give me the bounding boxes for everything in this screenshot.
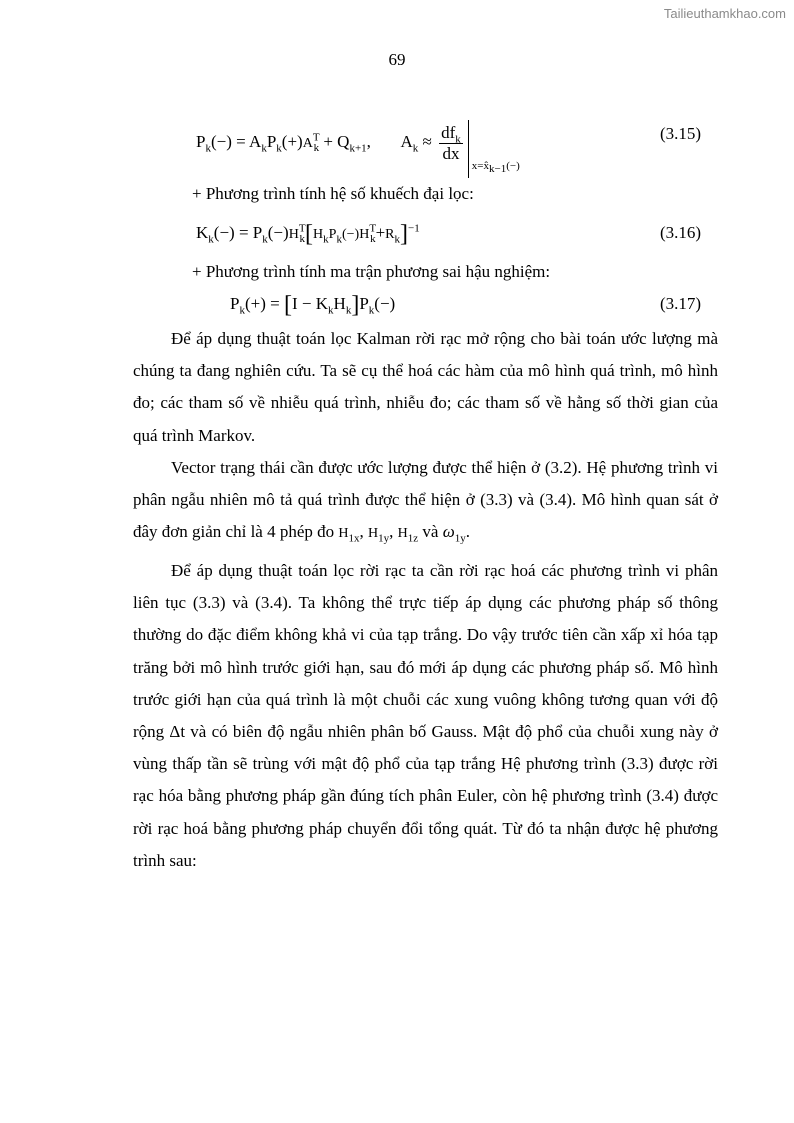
equation-number: (3.16) [660, 223, 702, 242]
equation-3-16-expression: $K_k(-) = P_k(-)H^T_k[H_kP_k(-)H^T_k+R_k]^{-1}$ [196, 221, 420, 247]
derivative-fraction: $\frac{df_k}{dx}$ [441, 122, 461, 163]
bullet-covariance-equation: + Phương trình tính ma trận phương sai hậu nghiệm: [192, 262, 551, 281]
equation-number: (3.17) [660, 294, 702, 313]
watermark: Tailieuthamkhao.com [663, 6, 786, 21]
paragraph-kalman-application: Để áp dụng thuật toán lọc Kalman rời rạc mở rộng cho bài toán ước lượng mà chúng ta đang nghiên cứu. Ta sẽ cụ thể hoá các hàm của mô hình quá trình, mô hình đo; các tham số về nhiễu quá trình, nhiễu đo; các tham số về hằng số thời gian của quá trình Markov. [133, 329, 718, 445]
page-number: 69 [388, 50, 406, 69]
equation-3-17-expression: $P_k(+) = [I - K_kH_k]P_k(-)$ [230, 292, 396, 318]
equation-number: (3.15) [660, 124, 702, 143]
bullet-gain-equation: + Phương trình tính hệ số khuếch đại lọc: [192, 184, 474, 203]
equation-3-15-expression: $P_k(-) = A_kP_k(+)A^T_k + Q_{k+1}$, $A_k$ ≈ $\frac{df_k}{dx}$ $x=x̂_{k-1}(-)$ [196, 114, 539, 172]
paragraph-state-vector: Vector trạng thái cần được ước lượng được thể hiện ở (3.2). Hệ phương trình vi phân ngẫu nhiên mô tả quá trình được thể hiện ở (3.3) và (3.4). Mô hình quan sát ở đây đơn giản chỉ là 4 phép đo $H_{1x}$, $H_{1y}$, $H_{1z}$ và $\omega_{1y}$. [133, 458, 718, 545]
paragraph-discretization: Để áp dụng thuật toán lọc rời rạc ta cần rời rạc hoá các phương trình vi phân liên tục (3.3) và (3.4). Ta không thể trực tiếp áp dụng các phương pháp số thông thường do đặc điểm không khả vi của tạp trắng. Do vậy trước tiên cần xấp xỉ hóa tạp trăng bởi mô hình trước giới hạn, sau đó mới áp dụng các phương pháp số. Mô hình trước giới hạn của quá trình là một chuỗi các xung vuông không tương quan với độ rộng Δt và có biên độ ngẫu nhiên phân bố Gauss. Mật độ phổ của chuỗi xung này ở vùng thấp tần sẽ trùng với mật độ phổ của tạp trắng Hệ phương trình (3.3) được rời rạc hóa bằng phương pháp gần đúng tích phân Euler, còn hệ phương trình (3.4) được rời rạc hoá bằng phương pháp chuyển đổi tổng quát. Từ đó ta nhận được hệ phương trình sau: [133, 561, 718, 870]
evaluation-bar: $x=x̂_{k-1}(-)$ [468, 120, 539, 178]
